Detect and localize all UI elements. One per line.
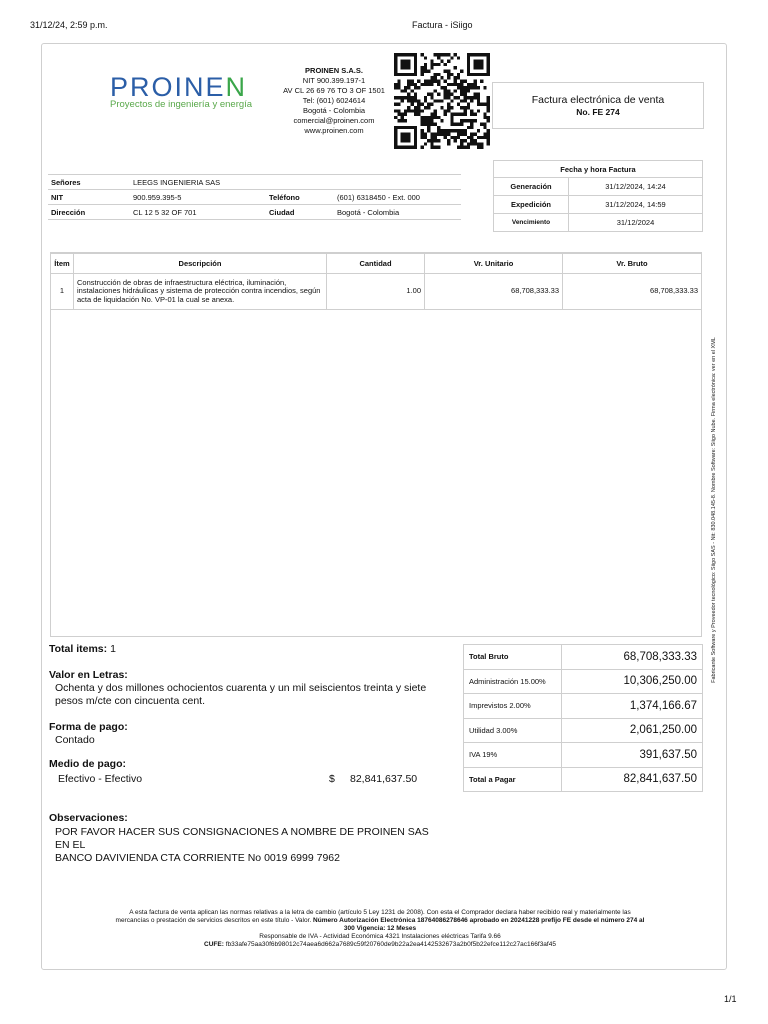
print-datetime: 31/12/24, 2:59 p.m.	[30, 20, 108, 30]
administracion-value: 10,306,250.00	[562, 669, 703, 694]
cell-descripcion: Construcción de obras de infraestructura eléctrica, iluminación, instalaciones hidráulicas y sistema de protección contra incendios, según acta de liquidación No. VP-01 la cual se anexa.	[74, 274, 327, 310]
page-number: 1/1	[724, 994, 737, 1004]
company-web: www.proinen.com	[304, 126, 364, 135]
legal-line-text: mercancías o prestación de servicios descritos en este título - Valor.	[115, 917, 312, 924]
col-item: Ítem	[51, 254, 74, 274]
imprevistos-value: 1,374,166.67	[562, 694, 703, 719]
total-bruto-label: Total Bruto	[464, 645, 562, 670]
senores-label: Señores	[48, 175, 130, 190]
forma-pago-value: Contado	[55, 734, 95, 746]
totals-row	[464, 694, 703, 719]
authorization-number: Número Autorización Electrónica 18764086278646 aprobado en 20241228 prefijo FE desde el número 274 al	[313, 917, 645, 924]
nit-label: NIT	[48, 190, 130, 205]
legal-line: A esta factura de venta aplican las normas relativas a la letra de cambio (artículo 5 Ley 1231 de 2008). Con esta el Comprador declara haber recibido real y materialmente las	[129, 909, 631, 916]
items-table	[50, 253, 702, 310]
observaciones-line: BANCO DAVIVIENDA CTA CORRIENTE No 0019 6999 7962	[55, 852, 340, 864]
client-ciudad: Bogotá - Colombia	[334, 205, 461, 220]
observaciones-label: Observaciones:	[49, 812, 128, 824]
total-items	[49, 643, 116, 655]
company-name: PROINEN S.A.S.	[305, 66, 363, 75]
client-telefono: (601) 6318450 - Ext. 000	[334, 190, 461, 205]
vencimiento-label: Vencimiento	[494, 214, 569, 232]
expedicion-label: Expedición	[494, 196, 569, 214]
utilidad-label: Utilidad 3.00%	[464, 718, 562, 743]
totals-row	[464, 645, 703, 670]
client-row	[48, 205, 461, 220]
client-info-table	[48, 174, 461, 220]
totals-row	[464, 743, 703, 768]
legal-footer	[60, 909, 700, 949]
total-bruto-value: 68,708,333.33	[562, 645, 703, 670]
software-vertical-note	[704, 300, 724, 720]
total-pagar-label: Total a Pagar	[464, 767, 562, 792]
expedicion-value: 31/12/2024, 14:59	[569, 196, 703, 214]
dates-header: Fecha y hora Factura	[494, 161, 703, 178]
date-row	[494, 214, 703, 232]
logo-word-main: PROINE	[110, 72, 226, 102]
total-items-label: Total items:	[49, 643, 108, 655]
totals-table	[463, 644, 703, 792]
legal-vigencia: 300 Vigencia: 12 Meses	[343, 925, 417, 932]
forma-pago-label: Forma de pago:	[49, 721, 128, 733]
observaciones-line: EN EL	[55, 839, 86, 851]
administracion-label: Administración 15.00%	[464, 669, 562, 694]
iva-value: 391,637.50	[562, 743, 703, 768]
totals-row	[464, 718, 703, 743]
valor-letras: Ochenta y dos millones ochocientos cuarenta y un mil seiscientos treinta y siete pesos m/cte con cincuenta cent.	[55, 682, 427, 707]
imprevistos-label: Imprevistos 2.00%	[464, 694, 562, 719]
generacion-label: Generación	[494, 178, 569, 196]
items-header-row	[51, 254, 702, 274]
total-pagar-value: 82,841,637.50	[562, 767, 703, 792]
invoice-dates-table	[493, 160, 703, 232]
utilidad-value: 2,061,250.00	[562, 718, 703, 743]
cufe-label: CUFE:	[204, 941, 224, 948]
company-phone: Tel: (601) 6024614	[302, 96, 366, 105]
generacion-value: 31/12/2024, 14:24	[569, 178, 703, 196]
qr-code-icon	[394, 53, 490, 149]
date-row	[494, 196, 703, 214]
logo-word-last: N	[225, 72, 248, 102]
iva-label: IVA 19%	[464, 743, 562, 768]
company-info	[270, 66, 398, 136]
direccion-label: Dirección	[48, 205, 130, 220]
cell-unitario: 68,708,333.33	[425, 274, 563, 310]
ciudad-label: Ciudad	[266, 205, 334, 220]
medio-pago-currency: $	[329, 773, 335, 785]
company-address: AV CL 26 69 76 TO 3 OF 1501	[283, 86, 385, 95]
print-title: Factura - iSiigo	[412, 20, 473, 30]
medio-pago-amount: 82,841,637.50	[350, 773, 418, 785]
cufe-line	[60, 941, 700, 949]
cell-bruto: 68,708,333.33	[563, 274, 702, 310]
totals-row	[464, 767, 703, 792]
company-logo	[110, 74, 247, 101]
client-nit: 900.959.395-5	[130, 190, 266, 205]
client-row	[48, 175, 461, 190]
vencimiento-value: 31/12/2024	[569, 214, 703, 232]
valor-letras-label: Valor en Letras:	[49, 669, 128, 681]
invoice-type-box	[492, 82, 704, 129]
medio-pago-value: Efectivo - Efectivo	[58, 773, 143, 785]
col-descripcion: Descripción	[74, 254, 327, 274]
telefono-label: Teléfono	[266, 190, 334, 205]
company-nit: NIT 900.399.197-1	[302, 76, 366, 85]
legal-line	[60, 917, 700, 925]
col-bruto: Vr. Bruto	[563, 254, 702, 274]
company-email: comercial@proinen.com	[293, 116, 375, 125]
date-row	[494, 178, 703, 196]
invoice-number: No. FE 274	[576, 107, 620, 117]
col-unitario: Vr. Unitario	[425, 254, 563, 274]
cell-cantidad: 1.00	[327, 274, 425, 310]
legal-responsable: Responsable de IVA - Actividad Económica 4321 Instalaciones eléctricas Tarifa 9.66	[259, 933, 501, 940]
totals-row	[464, 669, 703, 694]
total-items-value: 1	[110, 643, 116, 655]
col-cantidad: Cantidad	[327, 254, 425, 274]
logo-subtitle: Proyectos de ingeniería y energía	[110, 99, 253, 110]
client-row	[48, 190, 461, 205]
observaciones-line: POR FAVOR HACER SUS CONSIGNACIONES A NOMBRE DE PROINEN SAS	[55, 826, 429, 838]
invoice-type: Factura electrónica de venta	[531, 94, 665, 106]
client-direccion: CL 12 5 32 OF 701	[130, 205, 266, 220]
company-city: Bogotá - Colombia	[302, 106, 366, 115]
client-name: LEEGS INGENIERIA SAS	[130, 175, 461, 190]
software-note-text: Fabricante Software y Proveedor tecnológico: Siigo SAS - Nit: 830.048.145-8. Nombre Software: Siigo Nube. Firma electrónica: ver en el XML	[711, 337, 717, 683]
medio-pago-label: Medio de pago:	[49, 758, 126, 770]
table-row	[51, 274, 702, 310]
cufe-value: fb33afe75aa30f6b98012c74aea6d662a7689c59f20760de9b22a2ea4142532673a2b0f5b22efce112c27ac166f3af45	[225, 941, 556, 948]
observaciones	[55, 826, 429, 865]
cell-item: 1	[51, 274, 74, 310]
